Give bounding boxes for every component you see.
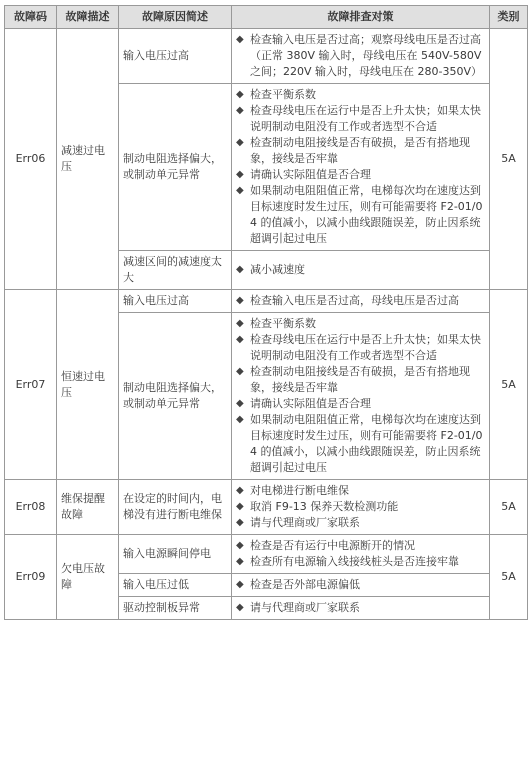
diamond-bullet-icon: ◆ bbox=[236, 366, 244, 377]
diamond-bullet-icon: ◆ bbox=[236, 169, 244, 180]
solution-text: 请与代理商或厂家联系 bbox=[250, 601, 360, 614]
table-row bbox=[5, 480, 528, 535]
solution-item bbox=[236, 515, 485, 531]
fault-cause: 在设定的时间内，电梯没有进行断电维保 bbox=[119, 480, 232, 535]
fault-cause: 输入电压过低 bbox=[119, 574, 232, 597]
fault-solutions bbox=[232, 574, 490, 597]
fault-category: 5A bbox=[490, 29, 528, 290]
solution-text: 请确认实际阻值是否合理 bbox=[250, 397, 371, 410]
fault-solutions bbox=[232, 29, 490, 84]
fault-category: 5A bbox=[490, 535, 528, 620]
diamond-bullet-icon: ◆ bbox=[236, 105, 244, 116]
header-solution: 故障排查对策 bbox=[232, 6, 490, 29]
solution-item bbox=[236, 103, 485, 135]
solution-text: 检查平衡系数 bbox=[250, 88, 316, 101]
fault-cause: 输入电压过高 bbox=[119, 290, 232, 313]
solution-text: 请确认实际阻值是否合理 bbox=[250, 168, 371, 181]
solution-item bbox=[236, 332, 485, 364]
fault-solutions bbox=[232, 251, 490, 290]
diamond-bullet-icon: ◆ bbox=[236, 89, 244, 100]
solution-item bbox=[236, 32, 485, 80]
fault-table-body bbox=[5, 29, 528, 620]
solution-text: 检查制动电阻接线是否有破损，是否有搭地现象，接线是否牢靠 bbox=[250, 365, 470, 394]
solution-item bbox=[236, 412, 485, 476]
solution-text: 检查平衡系数 bbox=[250, 317, 316, 330]
header-cause: 故障原因简述 bbox=[119, 6, 232, 29]
diamond-bullet-icon: ◆ bbox=[236, 34, 244, 45]
solution-item bbox=[236, 538, 485, 554]
solution-text: 检查输入电压是否过高，母线电压是否过高 bbox=[250, 294, 459, 307]
fault-cause: 输入电源瞬间停电 bbox=[119, 535, 232, 574]
diamond-bullet-icon: ◆ bbox=[236, 556, 244, 567]
solution-item bbox=[236, 316, 485, 332]
table-row bbox=[5, 535, 528, 574]
diamond-bullet-icon: ◆ bbox=[236, 414, 244, 425]
solution-item bbox=[236, 554, 485, 570]
fault-code: Err09 bbox=[5, 535, 57, 620]
solution-text: 检查制动电阻接线是否有破损，是否有搭地现象，接线是否牢靠 bbox=[250, 136, 470, 165]
fault-description: 欠电压故障 bbox=[57, 535, 119, 620]
diamond-bullet-icon: ◆ bbox=[236, 295, 244, 306]
diamond-bullet-icon: ◆ bbox=[236, 137, 244, 148]
table-row bbox=[5, 290, 528, 313]
solution-text: 请与代理商或厂家联系 bbox=[250, 516, 360, 529]
diamond-bullet-icon: ◆ bbox=[236, 318, 244, 329]
solution-text: 检查是否有运行中电源断开的情况 bbox=[250, 539, 415, 552]
diamond-bullet-icon: ◆ bbox=[236, 398, 244, 409]
solution-text: 检查母线电压在运行中是否上升太快；如果太快说明制动电阻没有工作或者选型不合适 bbox=[250, 104, 481, 133]
solution-item bbox=[236, 183, 485, 247]
diamond-bullet-icon: ◆ bbox=[236, 517, 244, 528]
solution-text: 检查是否外部电源偏低 bbox=[250, 578, 360, 591]
fault-table bbox=[4, 5, 528, 620]
fault-category: 5A bbox=[490, 480, 528, 535]
fault-description: 减速过电压 bbox=[57, 29, 119, 290]
fault-code: Err07 bbox=[5, 290, 57, 480]
fault-cause: 减速区间的减速度太大 bbox=[119, 251, 232, 290]
diamond-bullet-icon: ◆ bbox=[236, 540, 244, 551]
solution-text: 如果制动电阻阻值正常，电梯每次均在速度达到目标速度时发生过压，则有可能需要将 F2-01/04 的值减小，以减小曲线跟随误差，防止因系统超调引起过电压 bbox=[250, 413, 483, 474]
header-desc: 故障描述 bbox=[57, 6, 119, 29]
solution-item bbox=[236, 499, 485, 515]
solution-item bbox=[236, 135, 485, 167]
solution-item bbox=[236, 167, 485, 183]
solution-item bbox=[236, 262, 485, 278]
diamond-bullet-icon: ◆ bbox=[236, 264, 244, 275]
fault-cause: 制动电阻选择偏大，或制动单元异常 bbox=[119, 313, 232, 480]
fault-code: Err08 bbox=[5, 480, 57, 535]
fault-solutions bbox=[232, 313, 490, 480]
fault-description: 恒速过电压 bbox=[57, 290, 119, 480]
solution-item bbox=[236, 577, 485, 593]
solution-text: 对电梯进行断电维保 bbox=[250, 484, 349, 497]
diamond-bullet-icon: ◆ bbox=[236, 501, 244, 512]
header-code: 故障码 bbox=[5, 6, 57, 29]
fault-cause: 输入电压过高 bbox=[119, 29, 232, 84]
fault-table-container bbox=[4, 5, 528, 620]
fault-category: 5A bbox=[490, 290, 528, 480]
fault-code: Err06 bbox=[5, 29, 57, 290]
header-category: 类别 bbox=[490, 6, 528, 29]
solution-text: 检查母线电压在运行中是否上升太快；如果太快说明制动电阻没有工作或者选型不合适 bbox=[250, 333, 481, 362]
fault-solutions bbox=[232, 290, 490, 313]
diamond-bullet-icon: ◆ bbox=[236, 185, 244, 196]
fault-solutions bbox=[232, 597, 490, 620]
fault-solutions bbox=[232, 84, 490, 251]
solution-text: 检查所有电源输入线接线桩头是否连接牢靠 bbox=[250, 555, 459, 568]
fault-cause: 驱动控制板异常 bbox=[119, 597, 232, 620]
fault-description: 维保提醒故障 bbox=[57, 480, 119, 535]
diamond-bullet-icon: ◆ bbox=[236, 334, 244, 345]
solution-item bbox=[236, 87, 485, 103]
diamond-bullet-icon: ◆ bbox=[236, 485, 244, 496]
solution-item bbox=[236, 293, 485, 309]
diamond-bullet-icon: ◆ bbox=[236, 579, 244, 590]
header-row bbox=[5, 6, 528, 29]
solution-text: 减小减速度 bbox=[250, 263, 305, 276]
solution-item bbox=[236, 600, 485, 616]
solution-item bbox=[236, 364, 485, 396]
fault-solutions bbox=[232, 480, 490, 535]
diamond-bullet-icon: ◆ bbox=[236, 602, 244, 613]
fault-solutions bbox=[232, 535, 490, 574]
solution-text: 如果制动电阻阻值正常，电梯每次均在速度达到目标速度时发生过压，则有可能需要将 F2-01/04 的值减小，以减小曲线跟随误差，防止因系统超调引起过电压 bbox=[250, 184, 483, 245]
solution-item bbox=[236, 396, 485, 412]
fault-cause: 制动电阻选择偏大，或制动单元异常 bbox=[119, 84, 232, 251]
solution-text: 检查输入电压是否过高；观察母线电压是否过高（正常 380V 输入时，母线电压在 540V-580V 之间；220V 输入时，母线电压在 280-350V） bbox=[250, 33, 482, 78]
solution-item bbox=[236, 483, 485, 499]
solution-text: 取消 F9-13 保养天数检测功能 bbox=[250, 500, 399, 513]
table-row bbox=[5, 29, 528, 84]
